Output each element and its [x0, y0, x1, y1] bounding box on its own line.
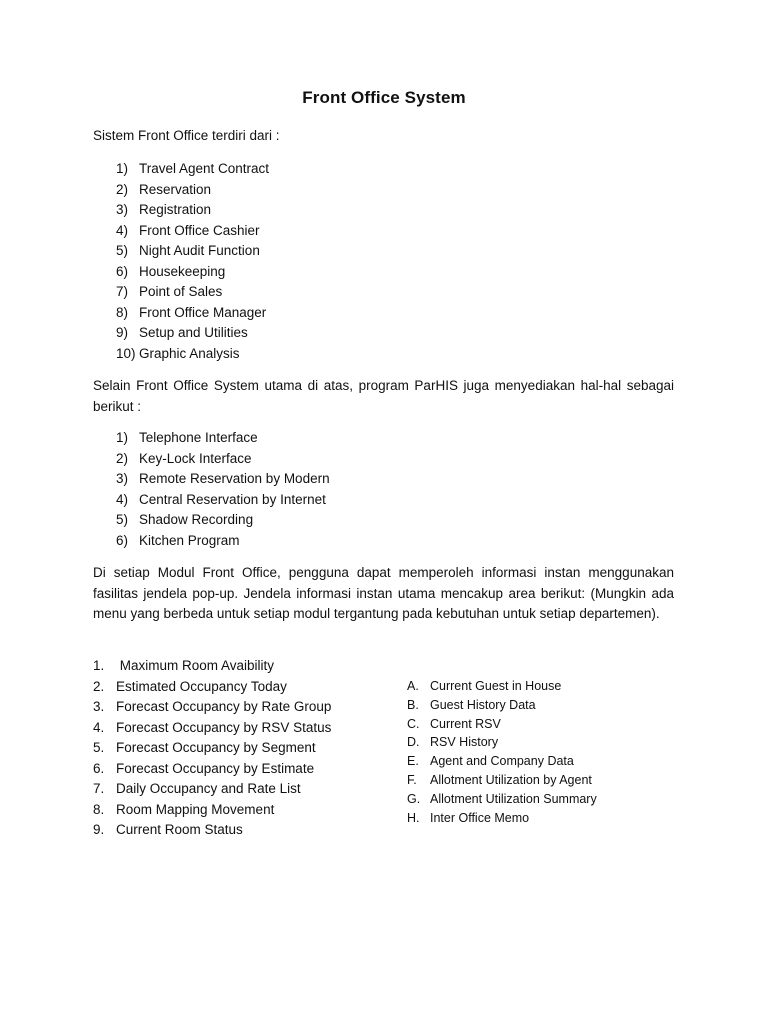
extra-intro-text: Selain Front Office System utama di atas, program ParHIS juga menyediakan hal-hal sebagai berikut : [93, 378, 674, 414]
list-item: 6. Forecast Occupancy by Estimate [93, 760, 315, 776]
list-item: B. Guest History Data [407, 697, 536, 712]
list-item: 2) Key-Lock Interface [116, 450, 252, 466]
list-item: 5) Night Audit Function [116, 243, 260, 258]
list-item: 4. Forecast Occupancy by RSV Status [93, 719, 332, 735]
list-item: C. Current RSV [407, 716, 501, 731]
list-item: D. RSV History [407, 735, 499, 750]
list-item: 3) Remote Reservation by Modern [116, 471, 330, 486]
list-item: 5. Forecast Occupancy by Segment [93, 740, 316, 755]
list-item: H. Inter Office Memo [407, 810, 530, 825]
list-item: 5) Shadow Recording [116, 512, 254, 527]
list-item: 1) Telephone Interface [116, 430, 258, 445]
modules-list [116, 159, 269, 364]
list-item: 7) Point of Sales [116, 284, 223, 299]
popup-numbered-list [93, 656, 331, 841]
list-item: G. Allotment Utilization Summary [407, 791, 597, 806]
list-item: 2. Estimated Occupancy Today [93, 678, 287, 694]
list-item: 9. Current Room Status [93, 822, 243, 837]
list-item: 6) Kitchen Program [116, 532, 240, 548]
list-item: 4) Front Office Cashier [116, 222, 260, 238]
list-item: 2) Reservation [116, 181, 212, 197]
list-item: F. Allotment Utilization by Agent [407, 772, 592, 787]
list-item: 3. Forecast Occupancy by Rate Group [93, 699, 332, 714]
page-title: Front Office System [302, 88, 466, 107]
popup-intro-text: Di setiap Modul Front Office, pengguna dapat memperoleh informasi instan menggunakan fasilitas jendela pop-up. Jendela informasi instan utama mencakup area berikut: (Mungkin ada menu yang berbeda untuk setiap modul tergantung pada kebutuhan untuk setiap departemen). [93, 565, 674, 621]
list-item: 4) Central Reservation by Internet [116, 491, 326, 507]
list-item: E. Agent and Company Data [407, 754, 574, 769]
list-item: 8) Front Office Manager [116, 304, 267, 320]
list-item: 1) Travel Agent Contract [116, 161, 270, 176]
list-item: 7. Daily Occupancy and Rate List [93, 781, 301, 796]
list-item: 1. Maximum Room Avaibility [93, 658, 275, 673]
list-item: A. Current Guest in House [407, 679, 562, 693]
intro-text: Sistem Front Office terdiri dari : [93, 128, 280, 143]
list-item: 3) Registration [116, 202, 212, 217]
list-item: 9) Setup and Utilities [116, 325, 248, 340]
list-item: 10) Graphic Analysis [116, 345, 240, 361]
popup-lettered-list [407, 677, 597, 827]
list-item: 6) Housekeeping [116, 263, 226, 279]
extras-list [116, 428, 330, 551]
list-item: 8. Room Mapping Movement [93, 801, 275, 817]
